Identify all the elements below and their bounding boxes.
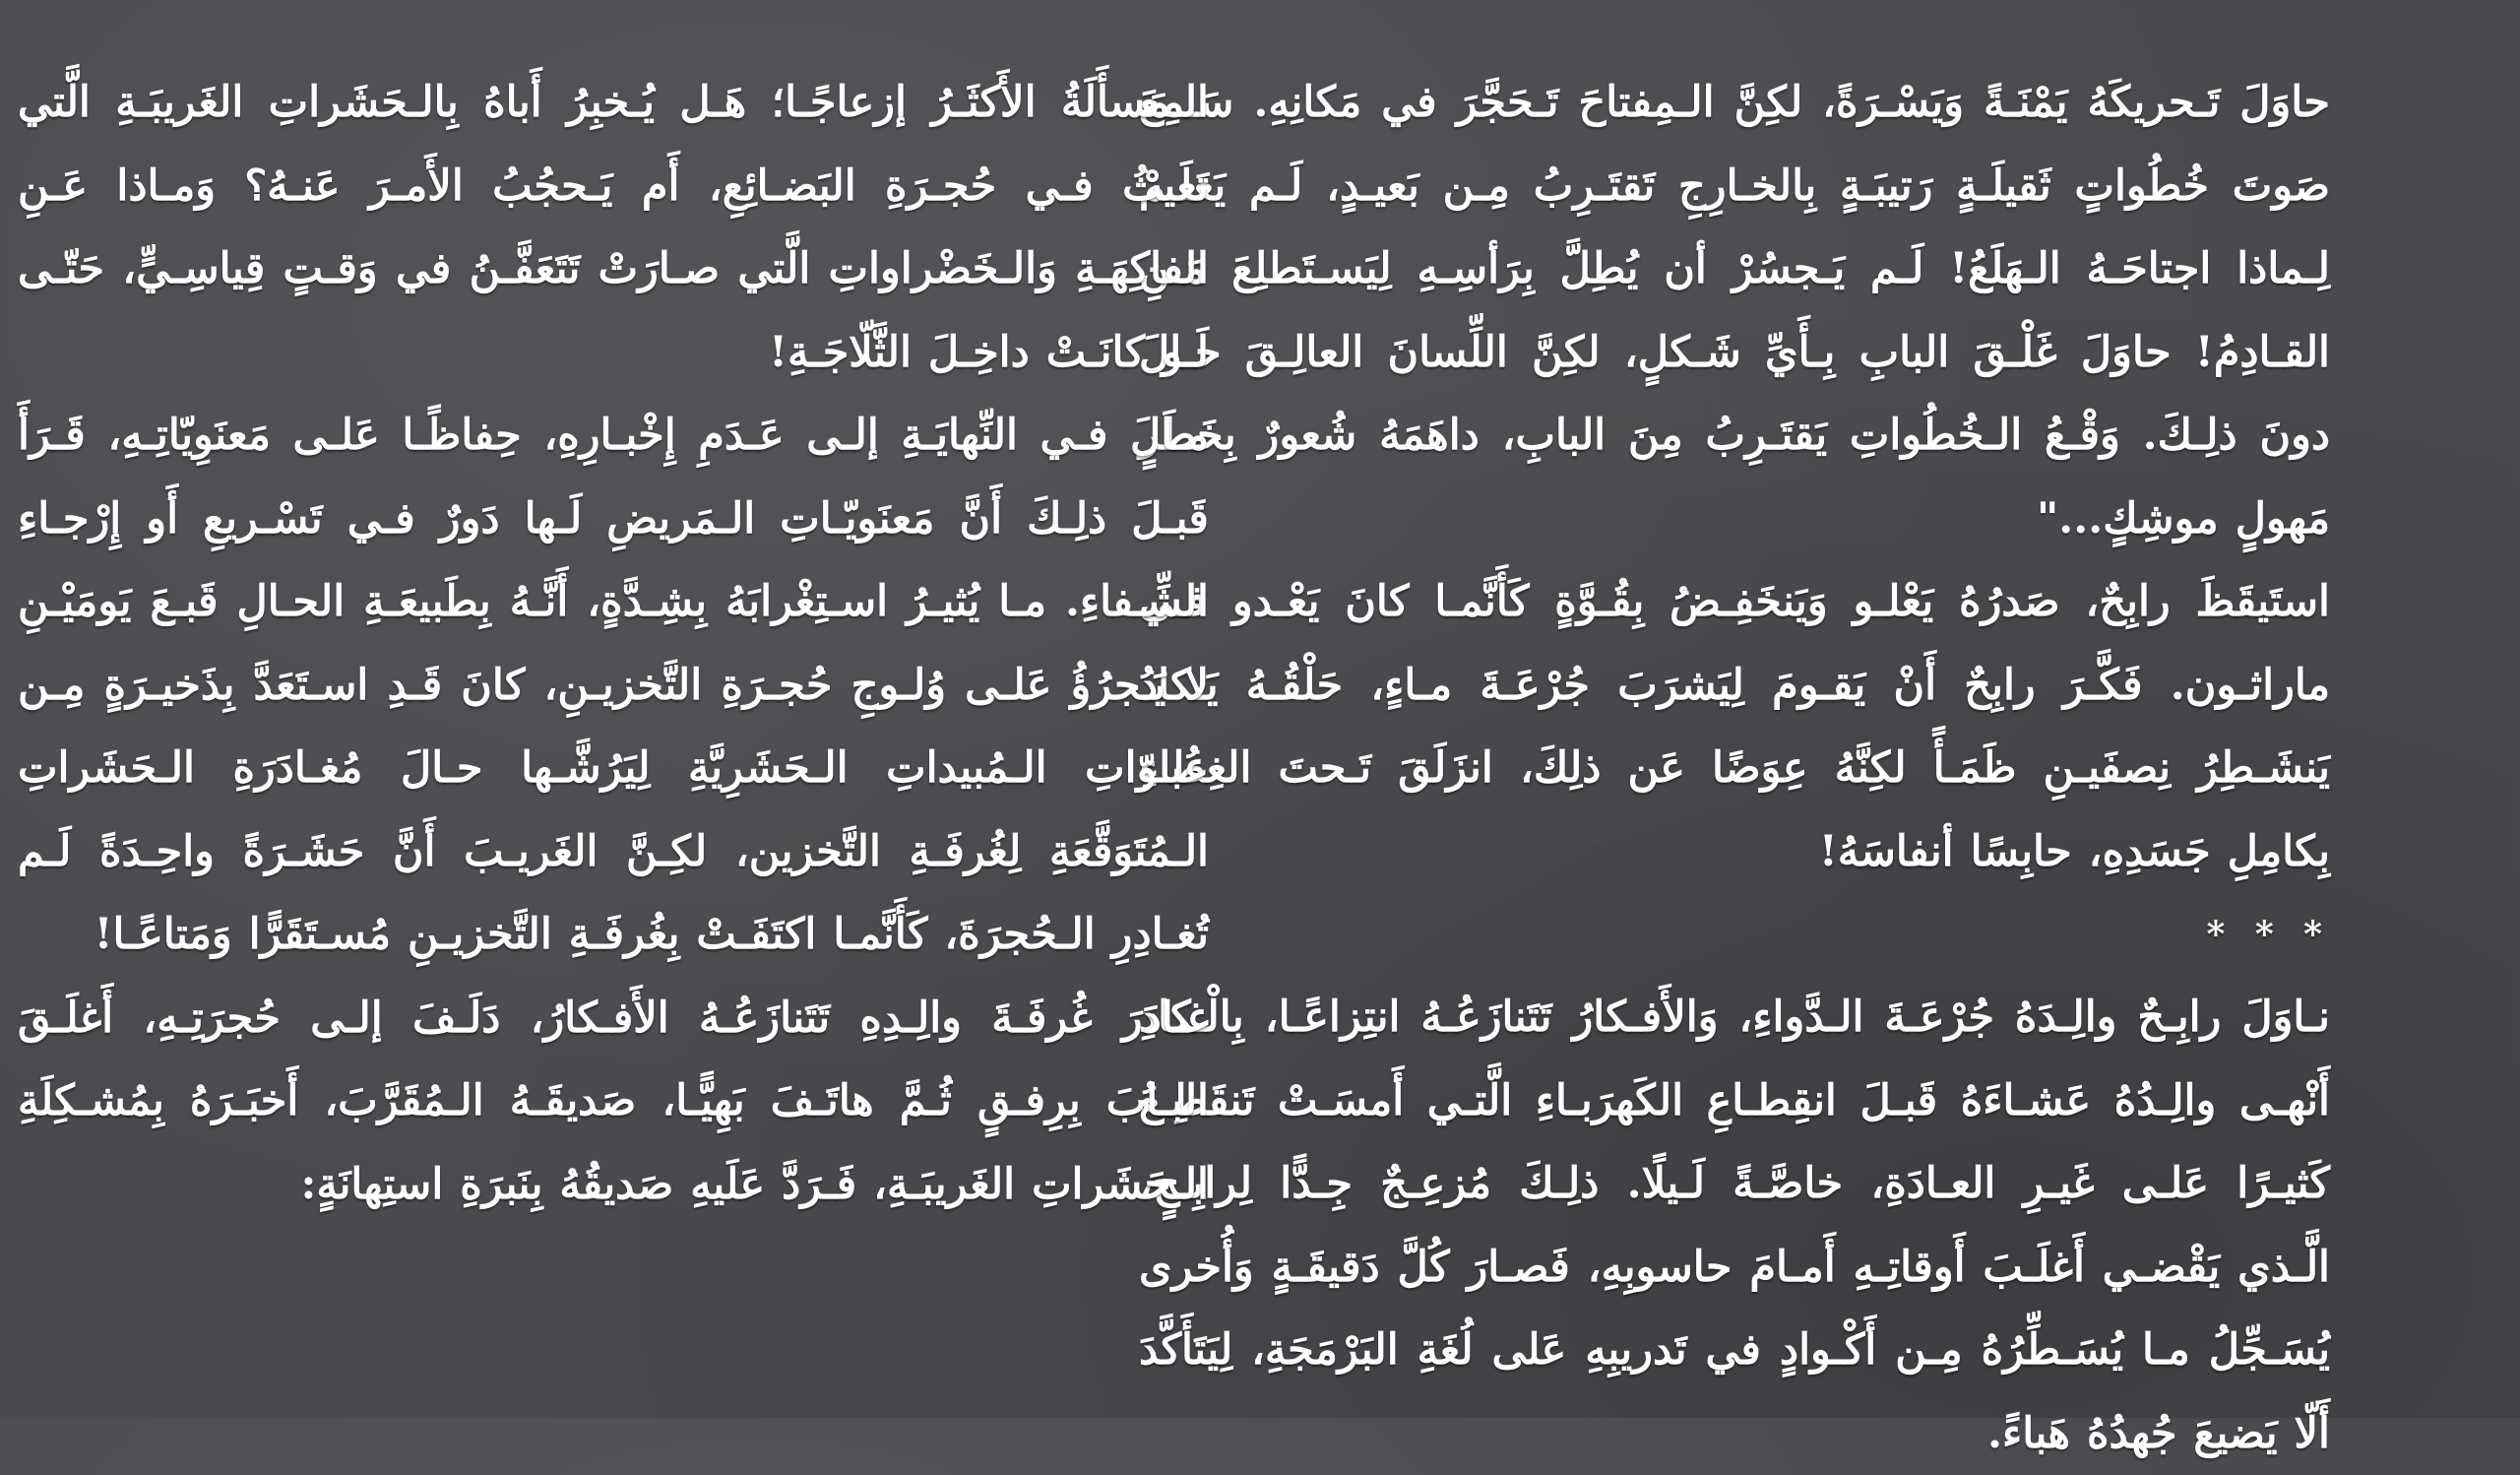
section-separator: * * *: [2206, 914, 2330, 955]
left-column: [18, 61, 1209, 1226]
paragraph: نـاوَلَ رابِـحٌ والِـدَهُ جُرْعَـةَ الـدَّواءِ، وَالأَفـكارُ تَتَنازَعُـهُ انتِزاعًـا، بِالْـكادِ أَنْهـى والِـدُهُ عَشـاءَهُ قَبـلَ انقِطـاعِ الكَهرَبـاءِ الَّتـي أَمسَـتْ تَنقَطِـعُ كَثيـرًا عَلـى غَيـرِ العـادَةِ، خاصَّـةً لَـيلًا. ذلِـكَ مُزعِـجٌ جِـدًّا لِرابِـحٍ، الَّـذي يَقْضـي أَغلَـبَ أَوقاتِـهِ أَمـامَ حاسوبِهِ، فَصـارَ كُلَّ دَقيقَـةٍ وَأُخرى يُسَـجِّلُ مـا يُسَـطِّرُهُ مِـن أَكْـوادٍ في تَدريبِهِ عَلى لُغَةِ البَرْمَجَةِ، لِيَتَأَكَّدَ أَلّا يَضيعَ جُهدُهُ هَباءً.: [1139, 993, 2330, 1458]
paragraph: حاوَلَ تَـحريكَهُ يَمْنَـةً وَيَسْـرَةً، لكِنَّ الـمِفتاحَ تَـحَجَّرَ في مَكانِهِ. سَـمِعَ صَوتَ خُطُواتٍ ثَقيلَـةٍ رَتيبَـةٍ بِالخـارِجِ تَقتَـرِبُ مِـن بَعيـدٍ، لَـم يَعلَـمْ لِـماذا اجتاحَـهُ الـهَلَعُ! لَـم يَـجسُرْ أن يُطِلَّ بِرَأسِـهِ لِيَسـتَطلِعَ مَـنِ القـادِمُ! حاوَلَ غَلْـقَ البابِ بِـأَيِّ شَـكلٍ، لكِنَّ اللِّسانَ العالِـقَ حـالَ دونَ ذلِـكَ. وَقْـعُ الـخُطُواتِ يَقتَـرِبُ مِنَ البابِ، داهَمَهُ شُعورٌ بِخَطَرٍ مَهولٍ موشِكٍ...": [1139, 78, 2330, 544]
right-column: [1139, 61, 2330, 1475]
paragraph: غـادَرَ غُرفَـةَ والِـدِهِ تَتَنازَعُـهُ الأَفـكارُ، دَلَـفَ إلـى حُجرَتِـهِ، أَغلَـقَ البـابَ بِرِفـقٍ ثُـمَّ هاتَـفَ بَهِيًّـا، صَديقَـهُ الـمُقَرَّبَ، أَخبَـرَهُ بِمُشـكِلَةِ الـحَشَراتِ الغَريبَـةِ، فَـرَدَّ عَلَيهِ صَديقُهُ بِنَبرَةِ استِهانَةٍ:: [18, 993, 1209, 1209]
paragraph: مـالَ فـي النِّهايَـةِ إلـى عَـدَمِ إِخْبـارِهِ، حِفاظًـا عَلـى مَعنَوِيّاتِـهِ، قَـرَأَ قَبـلَ ذلِـكَ أَنَّ مَعنَويّـاتِ الـمَريضِ لَـها دَورٌ فـي تَسْـريعِ أَو إِرْجـاءِ الشِّـفاءِ. مـا يُثيـرُ اسـتِغْرابَهُ بِشِـدَّةٍ، أَنَّـهُ بِطَبيعَـةِ الحـالِ قَبـعَ يَومَيْـنِ لا يَـجرُؤُ عَلـى وُلـوجِ حُجـرَةِ التَّخزيـنِ، كانَ قَـدِ اسـتَعَدَّ بِذَخيـرَةٍ مِـن عُبـوّاتِ الـمُبيداتِ الـحَشَرِيَّةِ لِيَرُشَّـها حـالَ مُغـادَرَةِ الـحَشَراتِ الـمُتَوَقَّعَةِ لِغُرفَـةِ التَّخزين، لكِـنَّ الغَريـبَ أَنَّ حَشَـرَةً واحِـدَةً لَـم تُغـادِرِ الـحُجرَةَ، كَأَنَّمـا اكتَفَـتْ بِغُرفَـةِ التَّخزيـنِ مُسـتَقَرًّا وَمَتاعًـا!: [18, 411, 1209, 959]
paragraph: استَيقَظَ رابِحٌ، صَدرُهُ يَعْلـو وَيَنخَفِـضُ بِقُـوَّةٍ كَأَنَّمـا كانَ يَعْـدو فـي ماراثـون. فَكَّـرَ رابِحٌ أَنْ يَقـومَ لِيَشرَبَ جُرْعَـةَ مـاءٍ، حَلْقُـهُ يَـكادُ يَنشَـطِرُ نِصفَيـنِ ظَمَـأً لكِنَّهُ عِوَضًا عَن ذلِكَ، انزَلَقَ تَـحتَ الغِطاءِ بِكامِلِ جَسَدِهِ، حابِسًا أنفاسَهُ!: [1139, 577, 2330, 876]
paragraph: الـمَسأَلَةُ الأَكثَـرُ إزعاجًـا؛ هَـل يُـخبِرُ أَباهُ بِالـحَشَراتِ الغَريبَـةِ الَّتي تَعيثُ فـي حُجـرَةِ البَضـائِعِ، أَم يَـحجُبُ الأَمـرَ عَنـهُ؟ وَمـاذا عَـنِ الفاكِهَـةِ وَالـخَضْراواتِ الَّتي صـارَتْ تَتَعَفَّـنُ في وَقـتٍ قِياسِـيٍّ، حَتّـى لَـو كانَـتْ داخِـلَ الثَّلّاجَـةِ!: [18, 78, 1209, 377]
